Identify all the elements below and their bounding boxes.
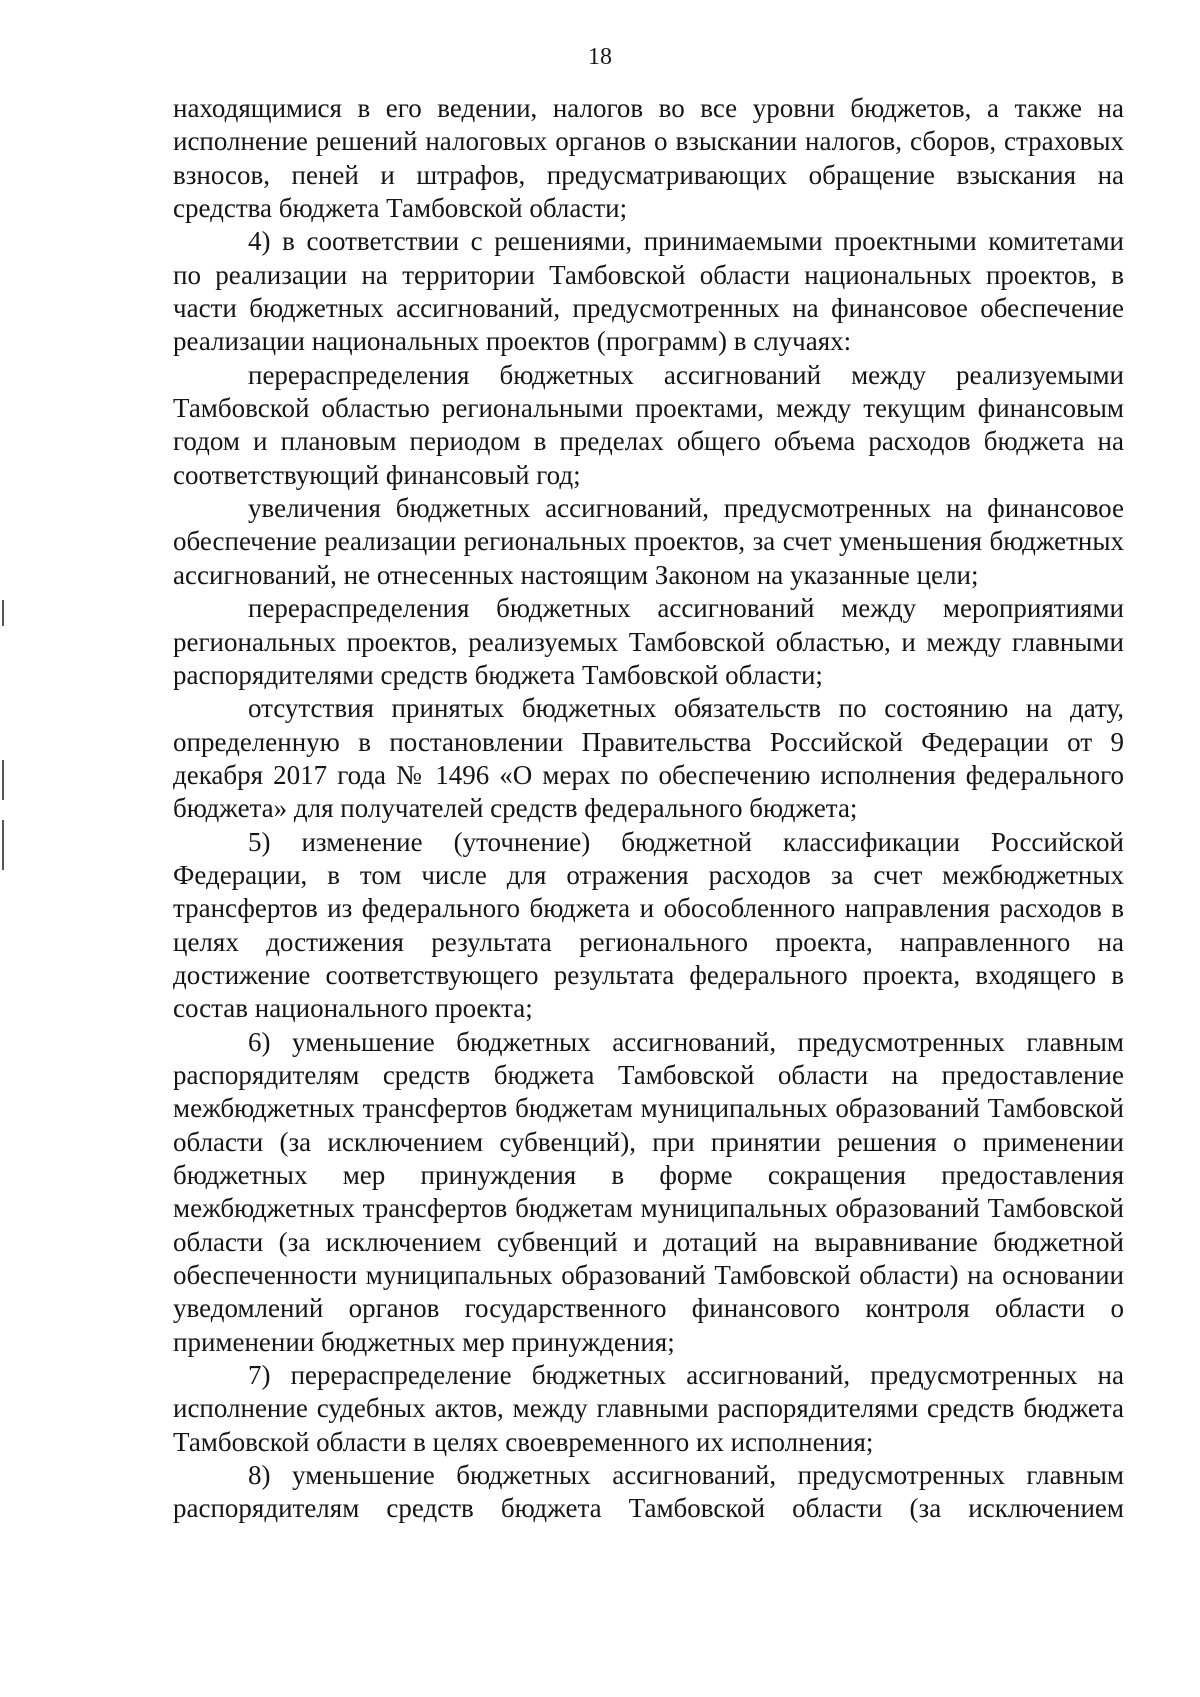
paragraph: находящимися в его ведении, налогов во все уровни бюджетов, а также на исполнение решений налоговых органов о взыскании налогов, сборов, страховых взносов, пеней и штрафов, предусматривающих обращение взыскания на средства бюджета Тамбовской области; — [173, 93, 1124, 224]
paragraph: 5) изменение (уточнение) бюджетной классификации Российской Федерации, в том числе для отражения расходов за счет межбюджетных трансфертов из федерального бюджета и обособленного направления расходов в целях достижения результата регионального проекта, направленного на достижение соответствующего результата федерального проекта, входящего в состав национального проекта; — [173, 826, 1124, 1024]
scan-edge-mark — [2, 600, 4, 626]
paragraph: 8) уменьшение бюджетных ассигнований, предусмотренных главным распорядителям средств бюджета Тамбовской области (за исключением — [173, 1460, 1124, 1524]
paragraph: увеличения бюджетных ассигнований, предусмотренных на финансовое обеспечение реализации региональных проектов, за счет уменьшения бюджетных ассигнований, не отнесенных настоящим Законом на указанные цели; — [173, 493, 1124, 590]
paragraph: отсутствия принятых бюджетных обязательств по состоянию на дату, определенную в постановлении Правительства Российской Федерации от 9 декабря 2017 года № 1496 «О мерах по обеспечению исполнения федерального бюджета» для получателей средств федерального бюджета; — [173, 693, 1124, 824]
paragraph: 4) в соответствии с решениями, принимаемыми проектными комитетами по реализации на территории Тамбовской области национальных проектов, в части бюджетных ассигнований, предусмотренных на финансовое обеспечение реализации национальных проектов (программ) в случаях: — [173, 226, 1124, 357]
paragraph: перераспределения бюджетных ассигнований между мероприятиями региональных проектов, реализуемых Тамбовской областью, и между главными распорядителями средств бюджета Тамбовской области; — [173, 593, 1124, 690]
paragraph: 7) перераспределение бюджетных ассигнований, предусмотренных на исполнение судебных актов, между главными распорядителями средств бюджета Тамбовской области в целях своевременного их исполнения; — [173, 1360, 1124, 1457]
document-body — [173, 92, 1124, 1526]
scan-edge-mark — [2, 760, 4, 800]
page-number: 18 — [588, 44, 612, 70]
paragraph: 6) уменьшение бюджетных ассигнований, предусмотренных главным распорядителям средств бюджета Тамбовской области на предоставление межбюджетных трансфертов бюджетам муниципальных образований Тамбовской области (за исключением субвенций), при принятии решения о применении бюджетных мер принуждения в форме сокращения предоставления межбюджетных трансфертов бюджетам муниципальных образований Тамбовской области (за исключением субвенций и дотаций на выравнивание бюджетной обеспеченности муниципальных образований Тамбовской области) на основании уведомлений органов государственного финансового контроля области о применении бюджетных мер принуждения; — [173, 1026, 1124, 1357]
scan-edge-mark — [2, 820, 4, 870]
paragraph: перераспределения бюджетных ассигнований между реализуемыми Тамбовской областью региональными проектами, между текущим финансовым годом и плановым периодом в пределах общего объема расходов бюджета на соответствующий финансовый год; — [173, 359, 1124, 490]
